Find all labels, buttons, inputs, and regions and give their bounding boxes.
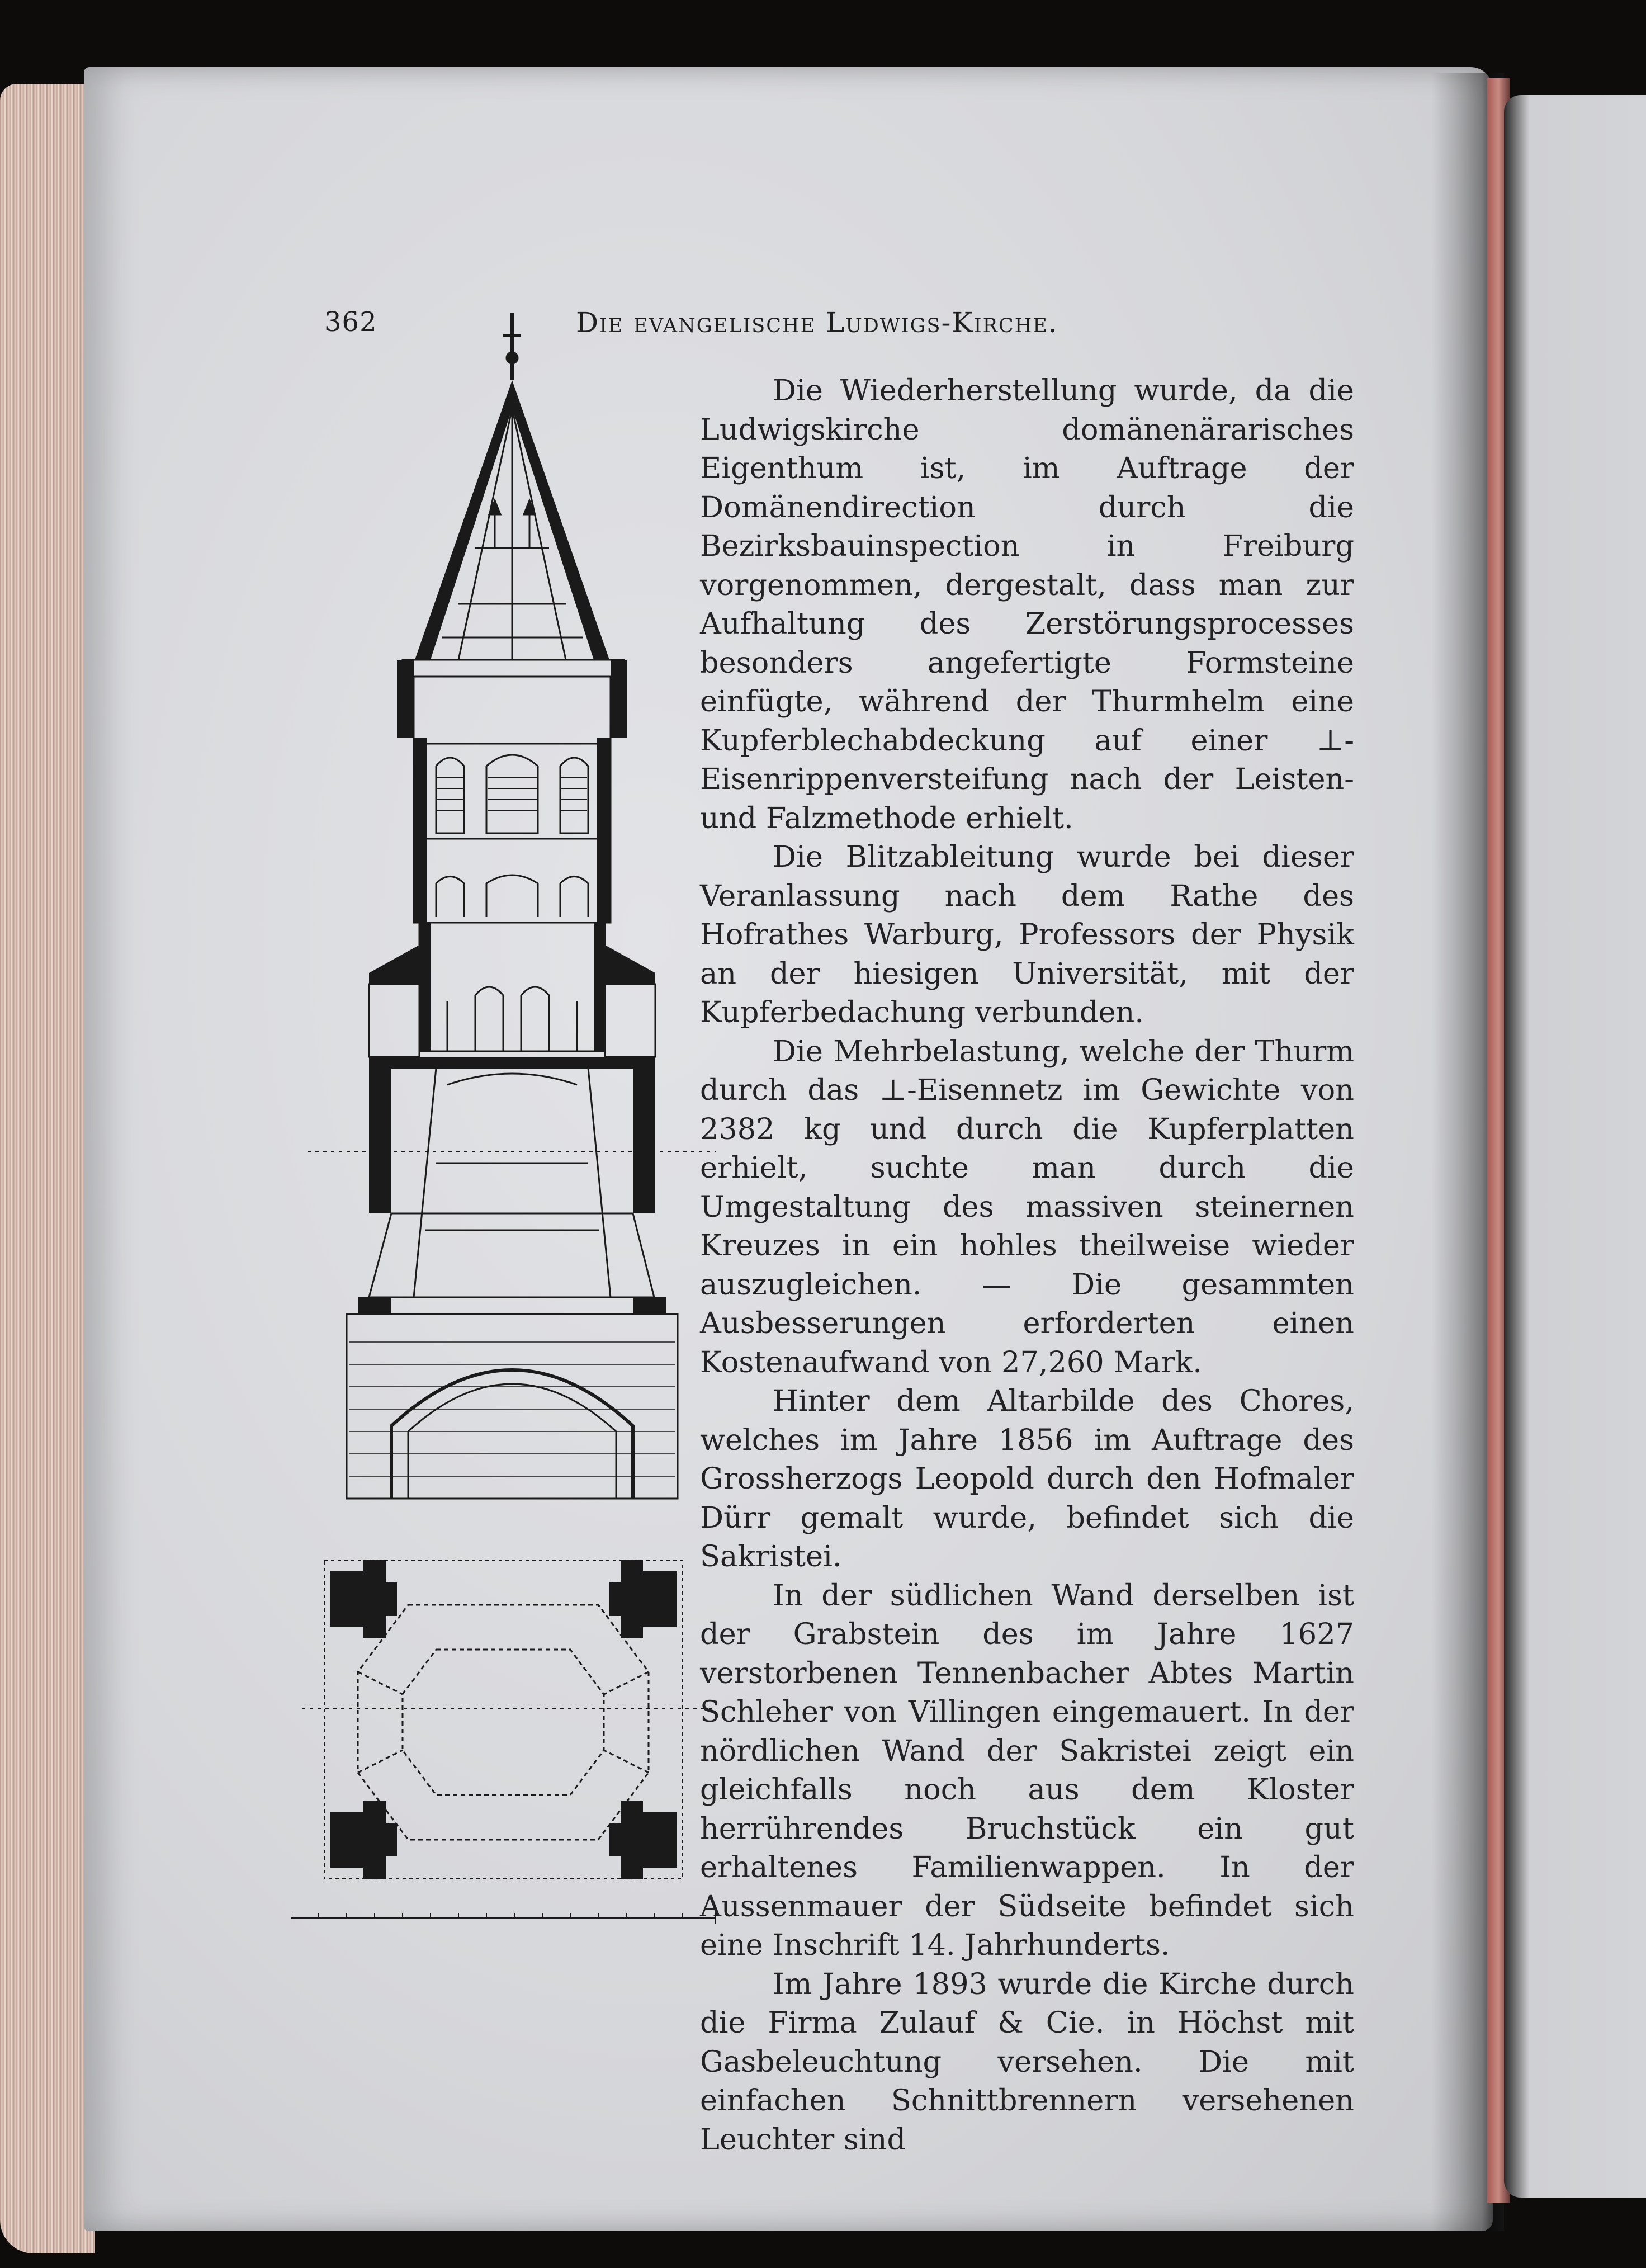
- page-edges: [0, 84, 95, 2253]
- paragraph-lightning-rod: Die Blitzableitung wurde bei dieser Veranlassung nach dem Rathe des Hofrathes Warburg, Professors der Physik an der hiesigen Universität, mit der Kupferbedachung verbunden.: [700, 840, 1354, 1029]
- tower-section-figure: [291, 313, 716, 1935]
- running-head: Die evangelische Ludwigs-Kirche.: [576, 306, 1058, 339]
- paragraph-altar: Hinter dem Altarbilde des Chores, welches im Jahre 1856 im Auftrage des Grossherzogs Leopold durch den Hofmaler Dürr gemalt wurde, befindet sich die Sakristei.: [700, 1384, 1354, 1574]
- page-number: 362: [324, 306, 377, 338]
- paragraph-sacristy: In der südlichen Wand derselben ist der Grabstein des im Jahre 1627 verstorbenen Tennenbacher Abtes Martin Schleher von Villingen eingemauert. In der nördlichen Wand der Sakristei zeigt ein gleichfalls noch aus dem Kloster herrührendes Bruchstück ein gut erhaltenes Familienwappen. In der Aussenmauer der Südseite befindet sich eine Inschrift 14. Jahrhunderts.: [700, 1578, 1354, 1962]
- paragraph-gas-lighting: Im Jahre 1893 wurde die Kirche durch die Firma Zulauf & Cie. in Höchst mit Gasbeleuchtung versehen. Die mit einfachen Schnittbrennern versehenen Leuchter sind: [700, 1967, 1354, 2157]
- tower-drawing: [291, 313, 716, 1935]
- body-text: [700, 371, 1354, 2159]
- facing-page: [1504, 95, 1646, 2198]
- paragraph-load: Die Mehrbelastung, welche der Thurm durch das ⊥-Eisennetz im Gewichte von 2382 kg und durch die Kupferplatten erhielt, suchte man durch die Umgestaltung des massiven steinernen Kreuzes in ein hohles theilweise wieder auszugleichen. — Die gesammten Ausbesserungen erforderten einen Kostenaufwand von 27,260 Mark.: [700, 1034, 1354, 1379]
- paragraph-restoration: Die Wiederherstellung wurde, da die Ludwigskirche domänenärarisches Eigenthum ist, im Auftrage der Domänendirection durch die Bezirksbauinspection in Freiburg vorgenommen, dergestalt, dass man zur Aufhaltung des Zerstörungsprocesses besonders angefertigte Formsteine einfügte, während der Thurmhelm eine Kupferblechabdeckung auf einer ⊥-Eisenrippenversteifung nach der Leisten- und Falzmethode erhielt.: [700, 374, 1354, 835]
